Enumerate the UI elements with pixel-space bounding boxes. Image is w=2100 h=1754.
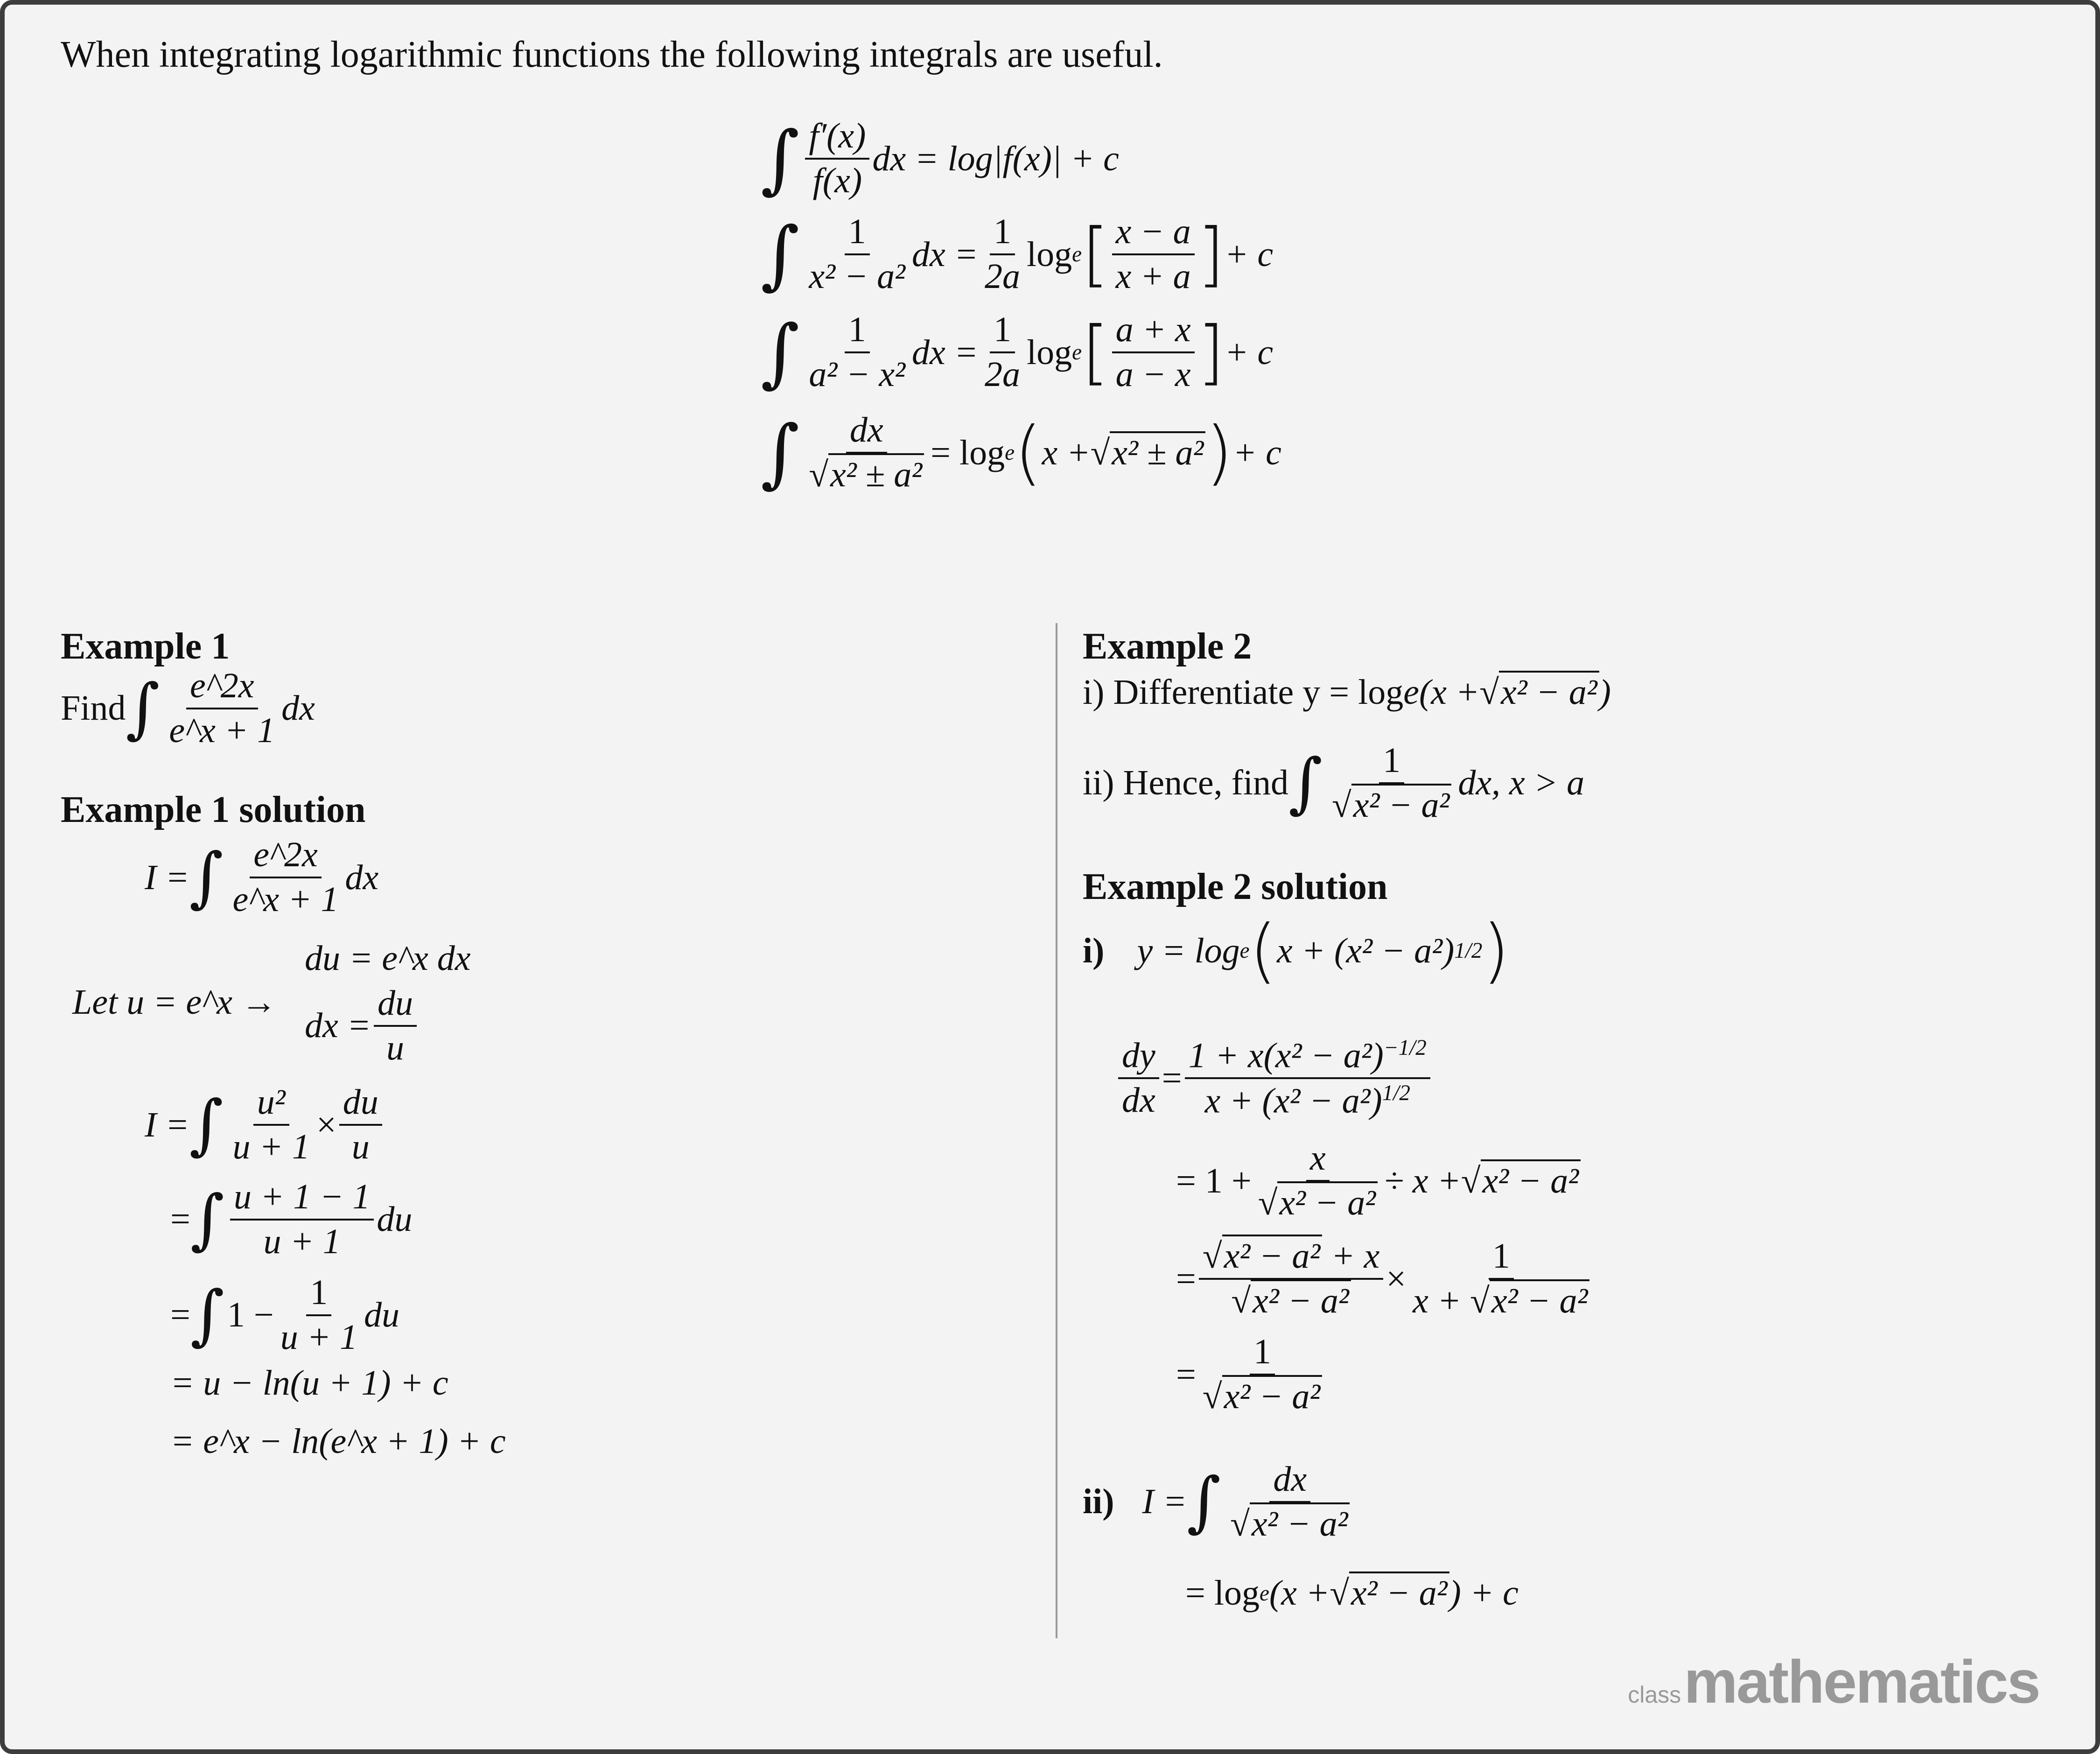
right-bracket: ] [1197,214,1225,295]
square-root: √x² − a² [1461,1161,1581,1201]
fraction: $\frac{1}{\text{√x² − a²}}$ [1328,742,1455,824]
fraction: $\frac{du}{u}$ [339,1084,382,1166]
square-root: √x² − a² [1330,1573,1449,1614]
fraction: $\frac{1}{\text{x + √x² − a²}}$ [1409,1238,1593,1320]
fraction: $\frac{1}{2a}$ [984,310,1020,394]
fraction: $\frac{dy}{dx}$ [1118,1037,1159,1119]
fraction: $\frac{e\^{}2x}{e\^{}x + 1}$ [232,835,339,919]
substitution-equations: du = e^x dx dx = $\frac{du}{u}$ [304,939,471,1067]
part-ii-result: = log e (x + √x² − a² ) + c [1185,1573,1519,1614]
integral-sign: ∫ [190,1277,224,1353]
left-bracket: [ [1082,214,1109,295]
column-divider [1056,623,1057,1638]
formula-3: ∫ $\frac{1}{\text{a² − x²}}$ dx = $\frac{1}{2a}$ log e [ $\frac{a + x}{a - x}$ ] + c [761,309,1274,396]
intro-text: When integrating logarithmic functions the following integrals are useful. [61,34,1163,75]
integral-sign: ∫ [761,309,800,396]
part-i-function: i) y = log e ( x + (x² − a²) 1/2 ) [1083,910,1510,991]
integral-sign: ∫ [189,839,224,915]
formula-2: ∫ $\frac{1}{\text{x² − a²}}$ dx = $\frac{1}{2a}$ log e [ $\frac{x - a}{x + a}$ ] + c [761,210,1274,298]
fraction: $\frac{dx}{\text{√x² ± a²}}$ [805,412,928,494]
fraction: $\frac{du}{u}$ [374,985,417,1067]
example-2-part-i: i) Differentiate y = log e (x + √x² − a² ) [1083,672,1611,713]
fraction: $\frac{1 + x(x^2 - a^2)^{-1/2}}{x + (x^2 - a^2)^{1/2}}$ [1185,1037,1430,1120]
right-bracket: ] [1197,312,1225,393]
integral-sign: ∫ [761,210,800,298]
example-2-heading: Example 2 [1083,626,1252,667]
square-root: √x² − a² [1231,1283,1351,1320]
derivative-line: = 1 + $\frac{x}{\text{√x² − a²}}$ ÷ x + √x² − a² [1176,1134,1596,1228]
derivative-line: = $\frac{1}{\text{√x² − a²}}$ [1176,1330,1596,1419]
integral-sign: ∫ [126,670,160,746]
fraction: $\frac{1}{\text{a² − x²}}$ [809,310,905,394]
right-paren: ) [1482,910,1510,991]
integral-sign: ∫ [1187,1463,1221,1540]
square-root: √x² − a² [1258,1185,1378,1222]
example-1-solution-heading: Example 1 solution [61,789,366,830]
fraction: $\frac{1}{\text{x² − a²}}$ [809,212,905,296]
fraction: $\frac{dx}{\text{√x² − a²}}$ [1226,1461,1353,1543]
fraction: $\frac{e\^{}2x}{e\^{}x + 1}$ [169,666,275,750]
example-1-heading: Example 1 [61,626,230,667]
solution-line: = e^x − ln(e^x + 1) + c [170,1422,506,1461]
fraction: $\frac{a + x}{a - x}$ [1112,311,1195,393]
example-2-part-ii: ii) Hence, find ∫ $\frac{1}{\text{√x² − a²}}$ dx, x > a [1083,741,1585,825]
left-paren: ( [1015,412,1042,493]
class-mathematics-logo: class mathematics [1628,1648,2039,1716]
square-root: √x² − a² [1470,1283,1589,1320]
solution-line: = u − ln(u + 1) + c [170,1363,448,1403]
fraction: $\frac{1}{\text{√x² − a²}}$ [1199,1333,1326,1416]
example-1-working [145,1078,506,1480]
derivative-line: $\frac{dy}{dx}$ = $\frac{1 + x(x^2 - a^2)^{-1/2}}{x + (x^2 - a^2)^{1/2}}$ [1115,1022,1596,1134]
example-1-solution [145,831,378,924]
square-root: √x² − a² [1203,1238,1322,1275]
square-root: √x² − a² [1230,1506,1350,1543]
square-root: √x² ± a² [809,456,924,494]
square-root: √x² − a² [1332,787,1451,824]
square-root: √x² − a² [1203,1378,1322,1416]
left-paren: ( [1249,910,1277,991]
solution-line: = ∫ 1 − $\frac{1}{u + 1}$ du [170,1272,399,1357]
solution-line: = ∫ $\frac{u + 1 - 1}{u + 1}$ du [170,1177,413,1261]
integral-sign: ∫ [1288,744,1323,821]
formula-4: ∫ $\frac{dx}{\text{√x² ± a²}}$ = log e ( x + √x² ± a² ) + c [761,409,1281,496]
integral-sign: ∫ [761,409,800,496]
example-1-question: Find ∫ $\frac{e\^{}2x}{e\^{}x + 1}$ dx [61,666,315,750]
integral-sign: ∫ [189,1087,224,1163]
fraction: $\frac{1}{2a}$ [984,212,1020,296]
formula-list [761,112,1281,504]
right-paren: ) [1205,412,1233,493]
example-2-solution-heading: Example 2 solution [1083,866,1388,907]
integral-sign: ∫ [190,1181,224,1257]
fraction: $\frac{u + 1 - 1}{u + 1}$ [230,1179,374,1261]
fraction: $\frac{1}{u + 1}$ [280,1272,357,1357]
square-root: √x² − a² [1479,672,1599,713]
square-root: √x² ± a² [1091,433,1206,473]
fraction: $\frac{x - a}{x + a}$ [1112,213,1195,295]
formula-1 [761,112,1281,205]
fraction: $\frac{x}{\text{√x² − a²}}$ [1254,1140,1381,1222]
fraction: $\frac{\text{u²}}{u + 1}$ [232,1082,310,1166]
solution-line: I = ∫ $\frac{\text{u²}}{u + 1}$ × $\frac{du}{u}$ [145,1078,506,1172]
substitution-block [72,938,470,1067]
solution-line: I = ∫ $\frac{e\^{}2x}{e\^{}x + 1}$ dx [145,835,379,919]
fraction: $\frac{\text{√x² − a² + x}}{\text{√x² − a²}}$ [1199,1238,1383,1320]
integral-sign: ∫ [761,115,800,202]
let-statement: Let u = e^x → [72,982,277,1022]
formula-rhs: dx = log|f(x)| + c [872,139,1119,178]
fraction: $\frac{f'(x)}{f(x)}$ [805,118,869,200]
derivative-working [1115,1022,1596,1419]
left-bracket: [ [1082,312,1109,393]
part-ii-integral: ii) I = ∫ $\frac{dx}{\text{√x² − a²}}$ [1083,1461,1356,1543]
derivative-line: = $\frac{\text{√x² − a² + x}}{\text{√x² − a²}}$ × $\frac{1}{\text{x + √x² − a²}}$ [1176,1228,1596,1330]
